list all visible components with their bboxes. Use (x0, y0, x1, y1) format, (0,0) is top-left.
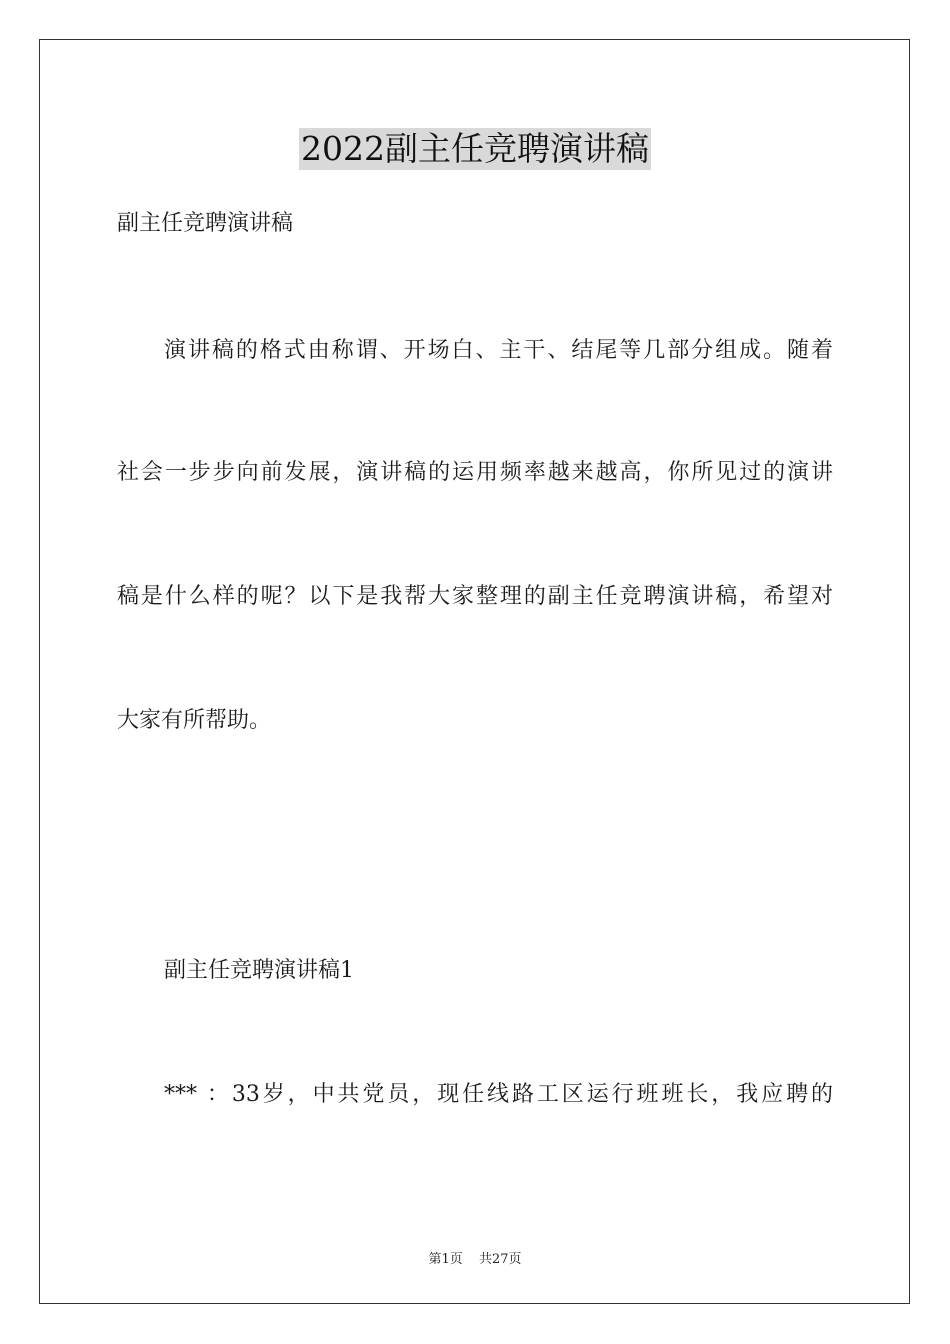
document-title: 2022副主任竞聘演讲稿 (301, 129, 649, 168)
document-subtitle: 副主任竞聘演讲稿 (117, 211, 294, 236)
page-number-current: 第1页 (428, 1252, 463, 1267)
intro-line-1: 演讲稿的格式由称谓、开场白、主干、结尾等几部分组成。随着 (164, 338, 833, 363)
page-footer (0, 1248, 950, 1267)
intro-line-3: 稿是什么样的呢？以下是我帮大家整理的副主任竞聘演讲稿，希望对 (117, 584, 833, 609)
intro-line-4: 大家有所帮助。 (117, 708, 272, 733)
body-line-1: *** ：33岁，中共党员，现任线路工区运行班班长，我应聘的 (164, 1082, 833, 1107)
title-container (0, 128, 950, 170)
section-heading: 副主任竞聘演讲稿1 (164, 958, 354, 983)
page-number-total: 共27页 (478, 1252, 522, 1267)
intro-line-2: 社会一步步向前发展，演讲稿的运用频率越来越高，你所见过的演讲 (117, 460, 833, 485)
